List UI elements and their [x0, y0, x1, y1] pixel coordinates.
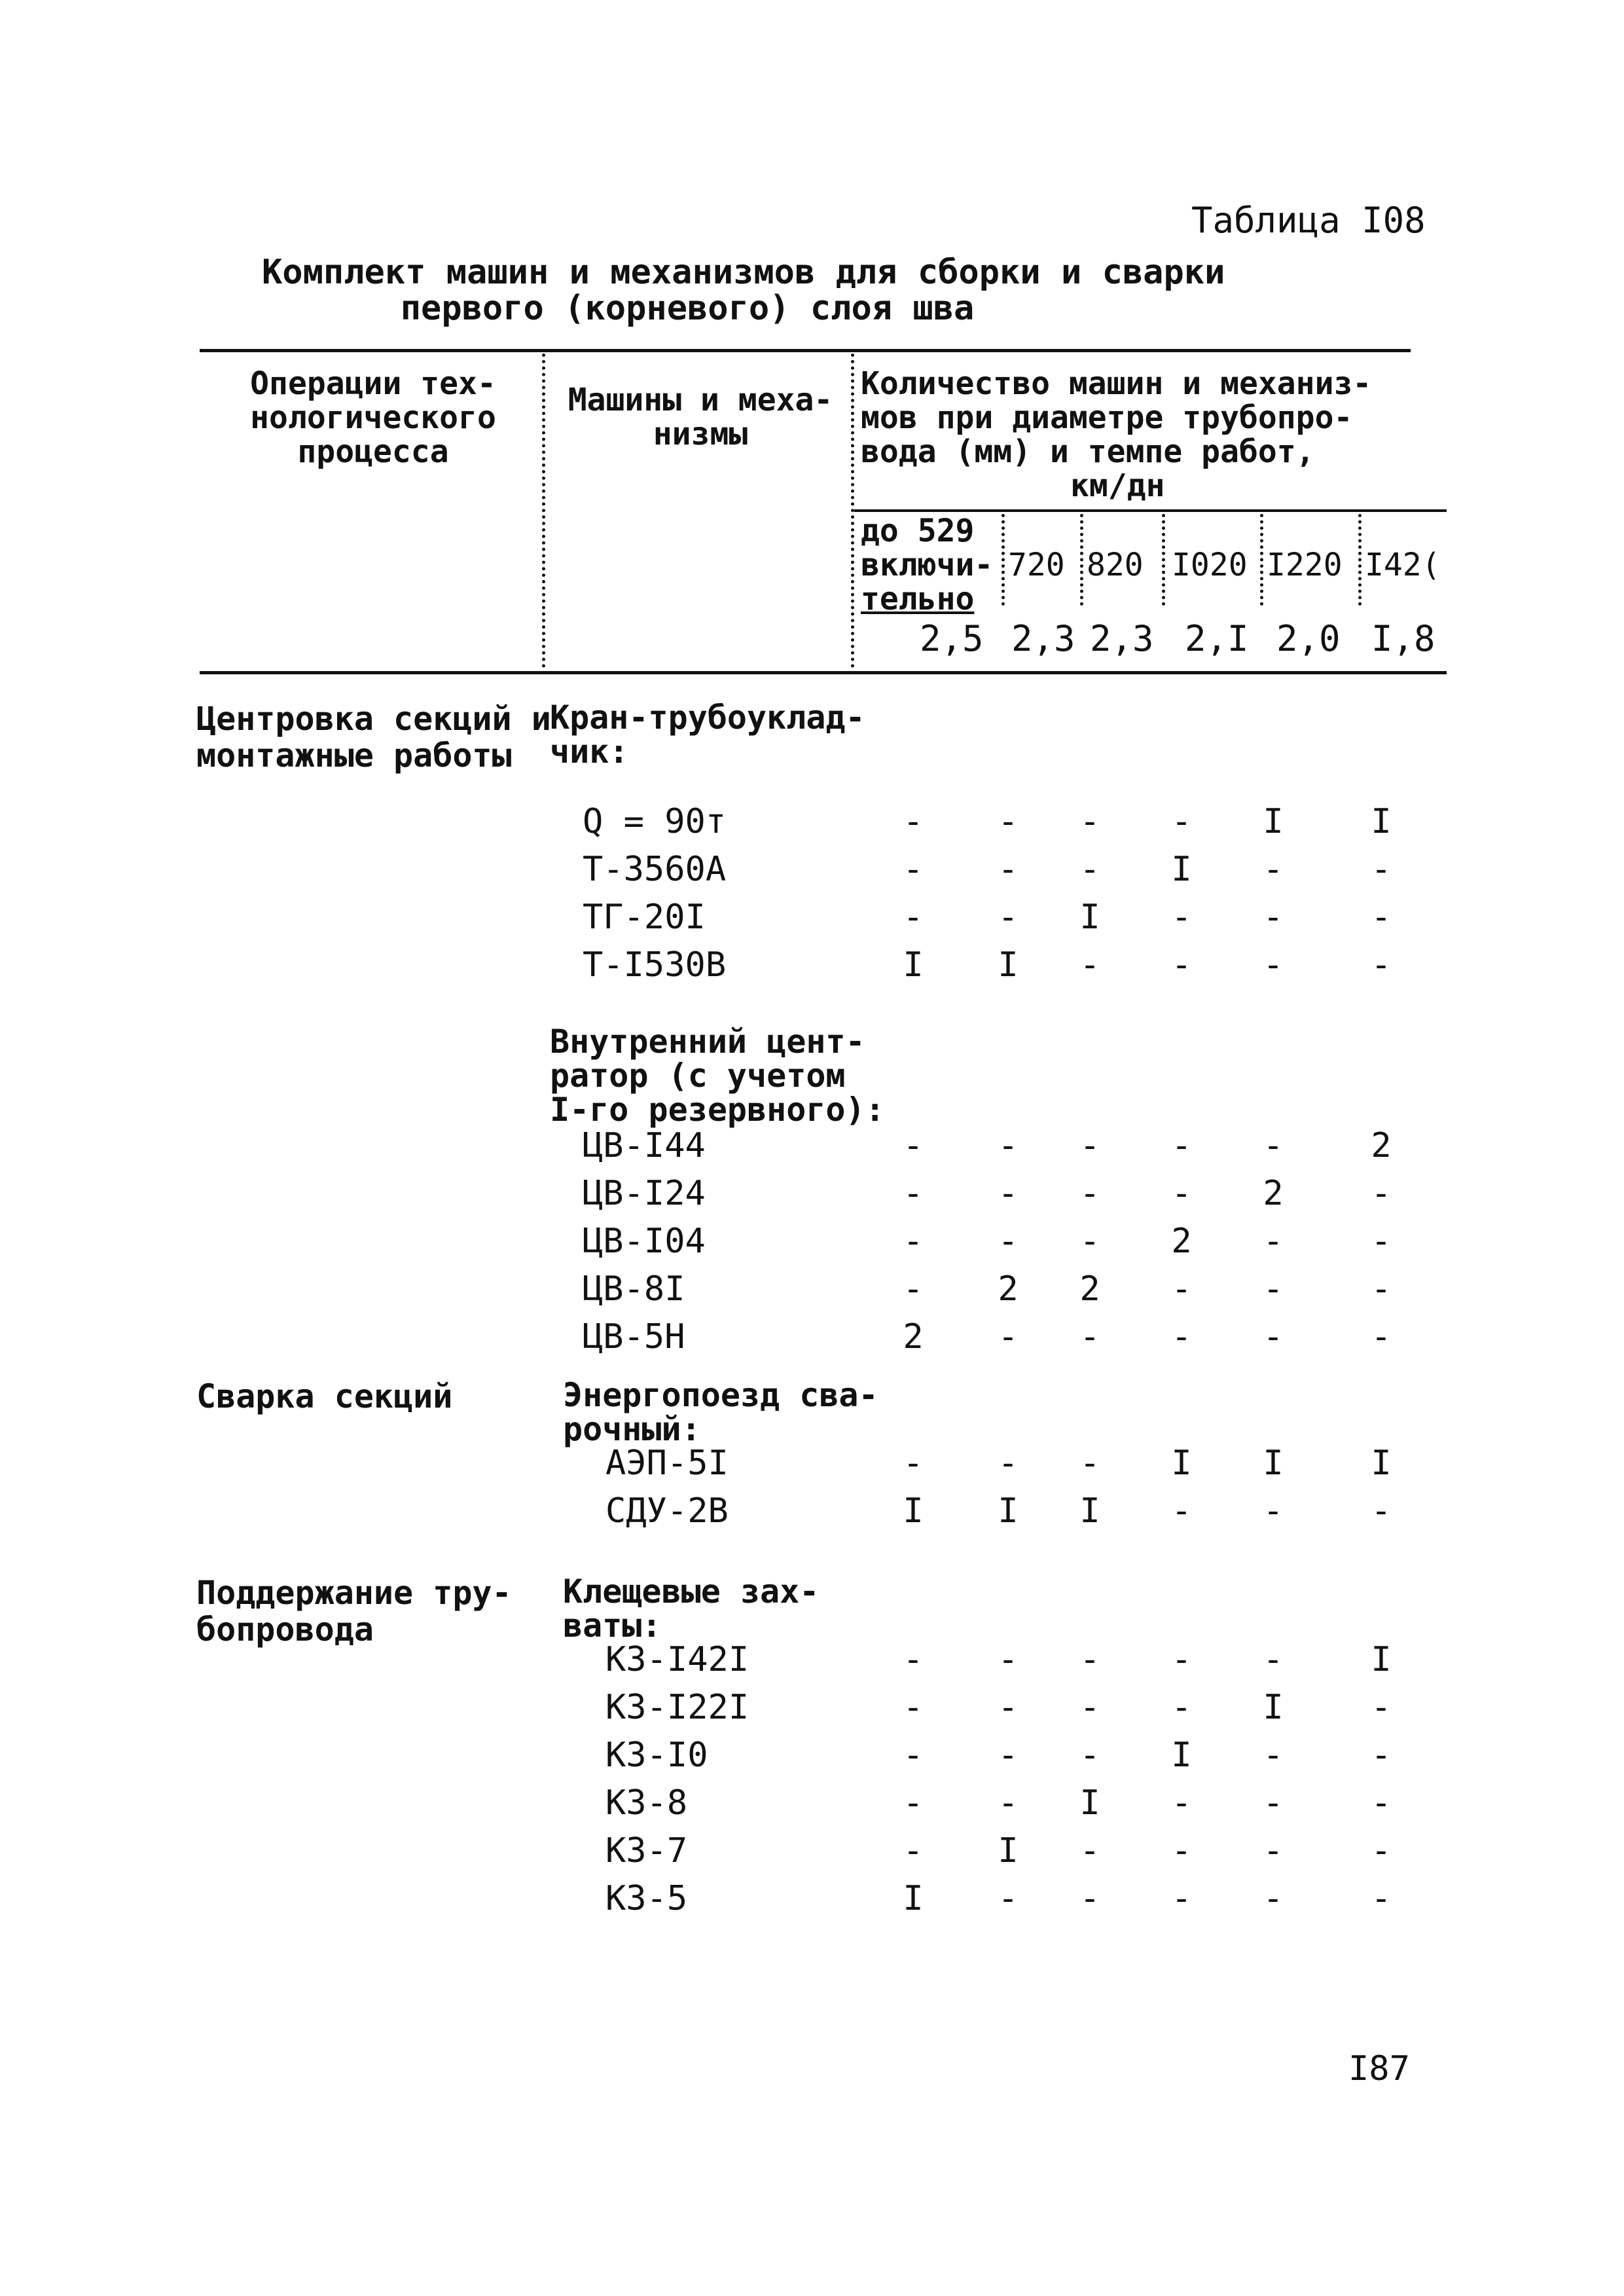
quantity-cell: - — [998, 898, 1019, 937]
machine-name: Т-I530В — [583, 945, 727, 985]
quantity-cell: - — [1371, 898, 1392, 937]
quantity-cell: - — [998, 1317, 1019, 1357]
quantity-cell: I — [1371, 1640, 1392, 1679]
quantity-cell: - — [1263, 898, 1284, 937]
machine-name: КЗ-8 — [605, 1783, 688, 1823]
quantity-cell: - — [1263, 1736, 1284, 1775]
quantity-cell: - — [1079, 1174, 1100, 1213]
header-diameter-first: до 529 включи- тельно — [861, 513, 994, 617]
diameter-1220: I220 — [1267, 547, 1343, 583]
quantity-cell: - — [1371, 1736, 1392, 1775]
quantity-cell: - — [1079, 802, 1100, 841]
quantity-cell: I — [1079, 898, 1100, 937]
tempo-4: 2,I — [1185, 618, 1249, 659]
operation-label: Поддержание тру- — [196, 1574, 512, 1612]
quantity-cell: - — [1371, 1222, 1392, 1261]
machine-name: Т-3560А — [583, 850, 727, 889]
header-machines: Машины и меха- низмы — [568, 382, 833, 452]
quantity-cell: - — [1171, 1317, 1192, 1357]
quantity-cell: - — [1371, 850, 1392, 889]
quantity-cell: - — [903, 802, 924, 841]
quantity-cell: I — [1079, 1491, 1100, 1531]
quantity-cell: - — [998, 1174, 1019, 1213]
quantity-cell: - — [903, 850, 924, 889]
quantity-cell: - — [998, 1222, 1019, 1261]
quantity-cell: - — [903, 1174, 924, 1213]
quantity-cell: - — [1371, 1491, 1392, 1531]
quantity-cell: - — [1263, 850, 1284, 889]
quantity-cell: I — [1263, 802, 1284, 841]
quantity-cell: - — [903, 1444, 924, 1483]
quantity-cell: - — [1263, 1222, 1284, 1261]
machine-group-label: Внутренний цент- — [550, 1023, 865, 1061]
quantity-cell: - — [1171, 1879, 1192, 1918]
quantity-cell: - — [1079, 1831, 1100, 1870]
diam-divider-1 — [1001, 514, 1005, 606]
quantity-cell: - — [1263, 1831, 1284, 1870]
diam-divider-3 — [1162, 514, 1165, 606]
quantity-cell: - — [998, 1126, 1019, 1165]
quantity-cell: - — [998, 1640, 1019, 1679]
quantity-cell: - — [903, 1269, 924, 1309]
quantity-cell: - — [1079, 1444, 1100, 1483]
quantity-cell: - — [903, 1126, 924, 1165]
machine-name: АЭП-5I — [605, 1444, 729, 1483]
machine-name: ТГ-20I — [583, 898, 706, 937]
table-label: Таблица I08 — [1191, 200, 1426, 241]
quantity-cell: - — [1371, 1269, 1392, 1309]
machine-name: КЗ-I0 — [605, 1736, 708, 1775]
diameter-720: 720 — [1008, 547, 1065, 583]
diameter-820: 820 — [1087, 547, 1144, 583]
header-divider-2 — [851, 354, 854, 668]
machine-name: ЦВ-5Н — [583, 1317, 685, 1357]
quantity-cell: I — [903, 1879, 924, 1918]
quantity-cell: - — [998, 1736, 1019, 1775]
quantity-cell: - — [1263, 1640, 1284, 1679]
quantity-cell: - — [1263, 1126, 1284, 1165]
machine-name: ЦВ-I44 — [583, 1126, 706, 1165]
header-top-rule — [200, 349, 1411, 352]
quantity-cell: - — [1171, 1269, 1192, 1309]
operation-label: Сварка секций — [196, 1377, 453, 1415]
quantity-cell: - — [1371, 1317, 1392, 1357]
quantity-cell: I — [1171, 1736, 1192, 1775]
quantity-cell: - — [1263, 1783, 1284, 1823]
quantity-cell: - — [998, 802, 1019, 841]
quantity-cell: - — [1079, 1879, 1100, 1918]
machine-name: КЗ-5 — [605, 1879, 688, 1918]
quantity-cell: - — [998, 1688, 1019, 1727]
machine-name: ЦВ-I24 — [583, 1174, 706, 1213]
quantity-cell: - — [1171, 1174, 1192, 1213]
machine-name: Q = 90т — [583, 802, 727, 841]
tempo-5: 2,0 — [1276, 618, 1341, 659]
quantity-cell: - — [1371, 945, 1392, 985]
machine-group-label: I-го резервного): — [550, 1091, 885, 1129]
quantity-cell: - — [1079, 1222, 1100, 1261]
machine-name: ЦВ-I04 — [583, 1222, 706, 1261]
header-divider-1 — [542, 354, 545, 668]
quantity-cell: I — [1079, 1783, 1100, 1823]
quantity-cell: - — [1371, 1174, 1392, 1213]
operation-label: Центровка секций и — [196, 700, 551, 738]
quantity-cell: - — [1171, 1491, 1192, 1531]
quantity-cell: 2 — [1171, 1222, 1192, 1261]
diam-divider-4 — [1260, 514, 1263, 606]
quantity-cell: - — [998, 1879, 1019, 1918]
quantity-cell: - — [1171, 1126, 1192, 1165]
quantity-cell: - — [1079, 1640, 1100, 1679]
quantity-cell: - — [1263, 945, 1284, 985]
machine-name: ЦВ-8I — [583, 1269, 685, 1309]
header-bottom-rule — [200, 671, 1447, 674]
quantity-cell: - — [1263, 1879, 1284, 1918]
tempo-3: 2,3 — [1090, 618, 1154, 659]
page-number: I87 — [1348, 2049, 1410, 2088]
quantity-cell: I — [1371, 802, 1392, 841]
quantity-cell: I — [1263, 1444, 1284, 1483]
diameter-1020: I020 — [1172, 547, 1248, 583]
quantity-cell: I — [903, 945, 924, 985]
quantity-cell: 2 — [998, 1269, 1019, 1309]
quantity-cell: - — [1079, 1126, 1100, 1165]
operation-label: монтажные работы — [196, 737, 512, 774]
machine-group-label: чик: — [550, 733, 629, 771]
header-quantity: Количество машин и механиз- мов при диаметре трубопро- вода (мм) и темпе работ, км/дн — [861, 365, 1372, 504]
quantity-cell: - — [1371, 1831, 1392, 1870]
machine-group-label: Кран-трубоуклад- — [550, 699, 865, 737]
machine-group-label: Энергопоезд сва- — [563, 1376, 878, 1414]
machine-group-label: Клещевые зах- — [563, 1573, 820, 1611]
quantity-cell: - — [903, 1222, 924, 1261]
quantity-cell: - — [1171, 1688, 1192, 1727]
quantity-cell: - — [1263, 1491, 1284, 1531]
tempo-2: 2,3 — [1011, 618, 1075, 659]
quantity-cell: - — [1171, 1640, 1192, 1679]
quantity-cell: - — [903, 1688, 924, 1727]
quantity-cell: 2 — [1371, 1126, 1392, 1165]
quantity-cell: - — [903, 1736, 924, 1775]
machine-group-label: ваты: — [563, 1607, 662, 1645]
quantity-cell: I — [998, 945, 1019, 985]
diam-divider-2 — [1080, 514, 1083, 606]
quantity-cell: 2 — [1079, 1269, 1100, 1309]
quantity-cell: - — [1079, 1317, 1100, 1357]
quantity-cell: - — [1171, 802, 1192, 841]
machine-name: КЗ-I42I — [605, 1640, 749, 1679]
machine-name: СДУ-2В — [605, 1491, 729, 1531]
tempo-1: 2,5 — [920, 618, 984, 659]
quantity-cell: - — [903, 1640, 924, 1679]
quantity-cell: - — [1079, 945, 1100, 985]
quantity-cell: - — [903, 898, 924, 937]
diameter-1420: I42( — [1365, 547, 1441, 583]
quantity-cell: - — [1371, 1783, 1392, 1823]
quantity-cell: - — [1079, 1736, 1100, 1775]
quantity-cell: - — [998, 1444, 1019, 1483]
machine-group-label: ратор (с учетом — [550, 1057, 846, 1095]
quantity-cell: 2 — [1263, 1174, 1284, 1213]
quantity-cell: - — [903, 1831, 924, 1870]
quantity-cell: - — [1079, 1688, 1100, 1727]
quantity-cell: - — [998, 1783, 1019, 1823]
operation-label: бопровода — [196, 1611, 374, 1649]
quantity-cell: - — [1263, 1269, 1284, 1309]
table-title-line-2: первого (корневого) слоя шва — [400, 289, 975, 328]
quantity-cell: - — [903, 1783, 924, 1823]
table-title-line-1: Комплект машин и механизмов для сборки и сварки — [262, 253, 1225, 292]
quantity-cell: I — [1171, 1444, 1192, 1483]
quantity-cell: - — [1079, 850, 1100, 889]
quantity-cell: I — [998, 1831, 1019, 1870]
tempo-6: I,8 — [1371, 618, 1435, 659]
machine-group-label: рочный: — [563, 1410, 701, 1448]
header-operations: Операции тех- нологического процесса — [250, 365, 496, 470]
header-mid-rule — [854, 509, 1447, 512]
quantity-cell: I — [998, 1491, 1019, 1531]
quantity-cell: - — [998, 850, 1019, 889]
quantity-cell: I — [1263, 1688, 1284, 1727]
quantity-cell: - — [1371, 1688, 1392, 1727]
machine-name: КЗ-7 — [605, 1831, 688, 1870]
quantity-cell: I — [903, 1491, 924, 1531]
quantity-cell: - — [1171, 1783, 1192, 1823]
quantity-cell: 2 — [903, 1317, 924, 1357]
diam-divider-5 — [1358, 514, 1362, 606]
quantity-cell: - — [1171, 945, 1192, 985]
machine-name: КЗ-I22I — [605, 1688, 749, 1727]
quantity-cell: - — [1171, 1831, 1192, 1870]
quantity-cell: I — [1371, 1444, 1392, 1483]
quantity-cell: I — [1171, 850, 1192, 889]
quantity-cell: - — [1263, 1317, 1284, 1357]
quantity-cell: - — [1171, 898, 1192, 937]
quantity-cell: - — [1371, 1879, 1392, 1918]
